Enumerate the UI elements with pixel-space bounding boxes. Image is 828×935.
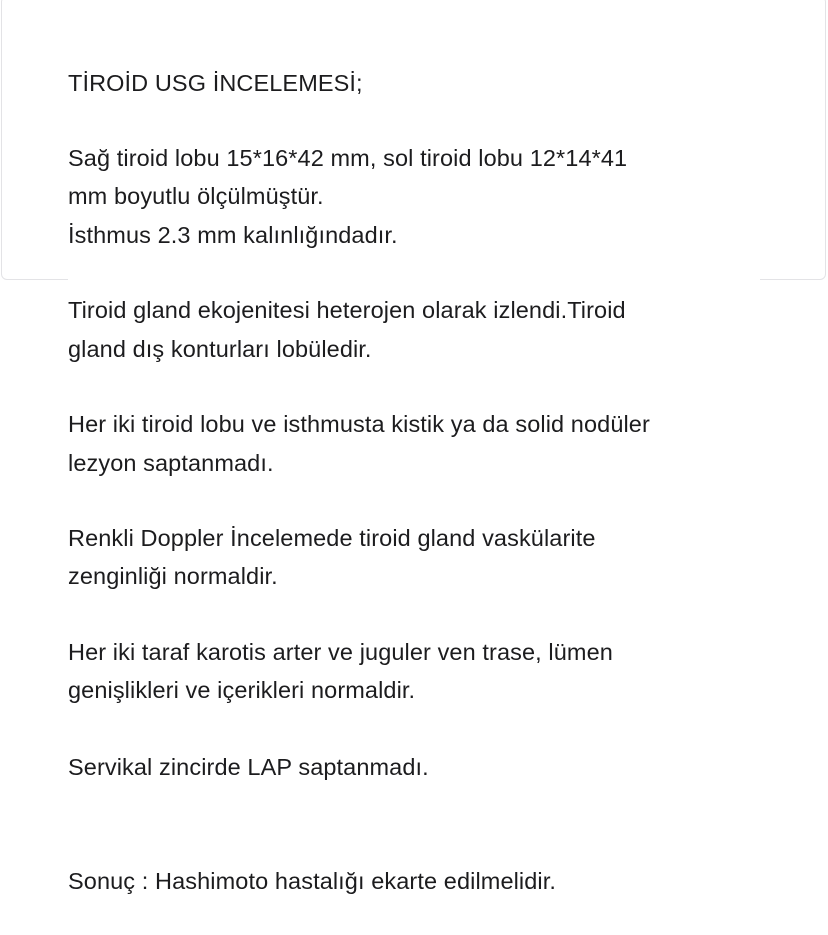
nodule-line-1: Her iki tiroid lobu ve isthmusta kistik ya da solid nodüler [68, 411, 650, 437]
echogenicity-line-2: gland dış konturları lobüledir. [68, 336, 372, 362]
nodule-line-2: lezyon saptanmadı. [68, 450, 274, 476]
vessel-line-1: Her iki taraf karotis arter ve juguler ven trase, lümen [68, 639, 613, 665]
isthmus-line: İsthmus 2.3 mm kalınlığındadır. [68, 222, 398, 248]
doppler-line-1: Renkli Doppler İncelemede tiroid gland vaskülarite [68, 525, 596, 551]
card-frame-gap [68, 268, 760, 290]
vessel-line-2: genişlikleri ve içerikleri normaldir. [68, 677, 416, 703]
lobe-size-line-2: mm boyutlu ölçülmüştür. [68, 183, 324, 209]
echogenicity-line-1: Tiroid gland ekojenitesi heterojen olarak izlendi.Tiroid [68, 297, 626, 323]
lobe-size-line-1: Sağ tiroid lobu 15*16*42 mm, sol tiroid lobu 12*14*41 [68, 145, 628, 171]
conclusion-line: Sonuç : Hashimoto hastalığı ekarte edilmelidir. [68, 868, 556, 894]
report-title: TİROİD USG İNCELEMESİ; [68, 70, 363, 96]
doppler-line-2: zenginliği normaldir. [68, 563, 278, 589]
lymph-node-line: Servikal zincirde LAP saptanmadı. [68, 754, 429, 780]
